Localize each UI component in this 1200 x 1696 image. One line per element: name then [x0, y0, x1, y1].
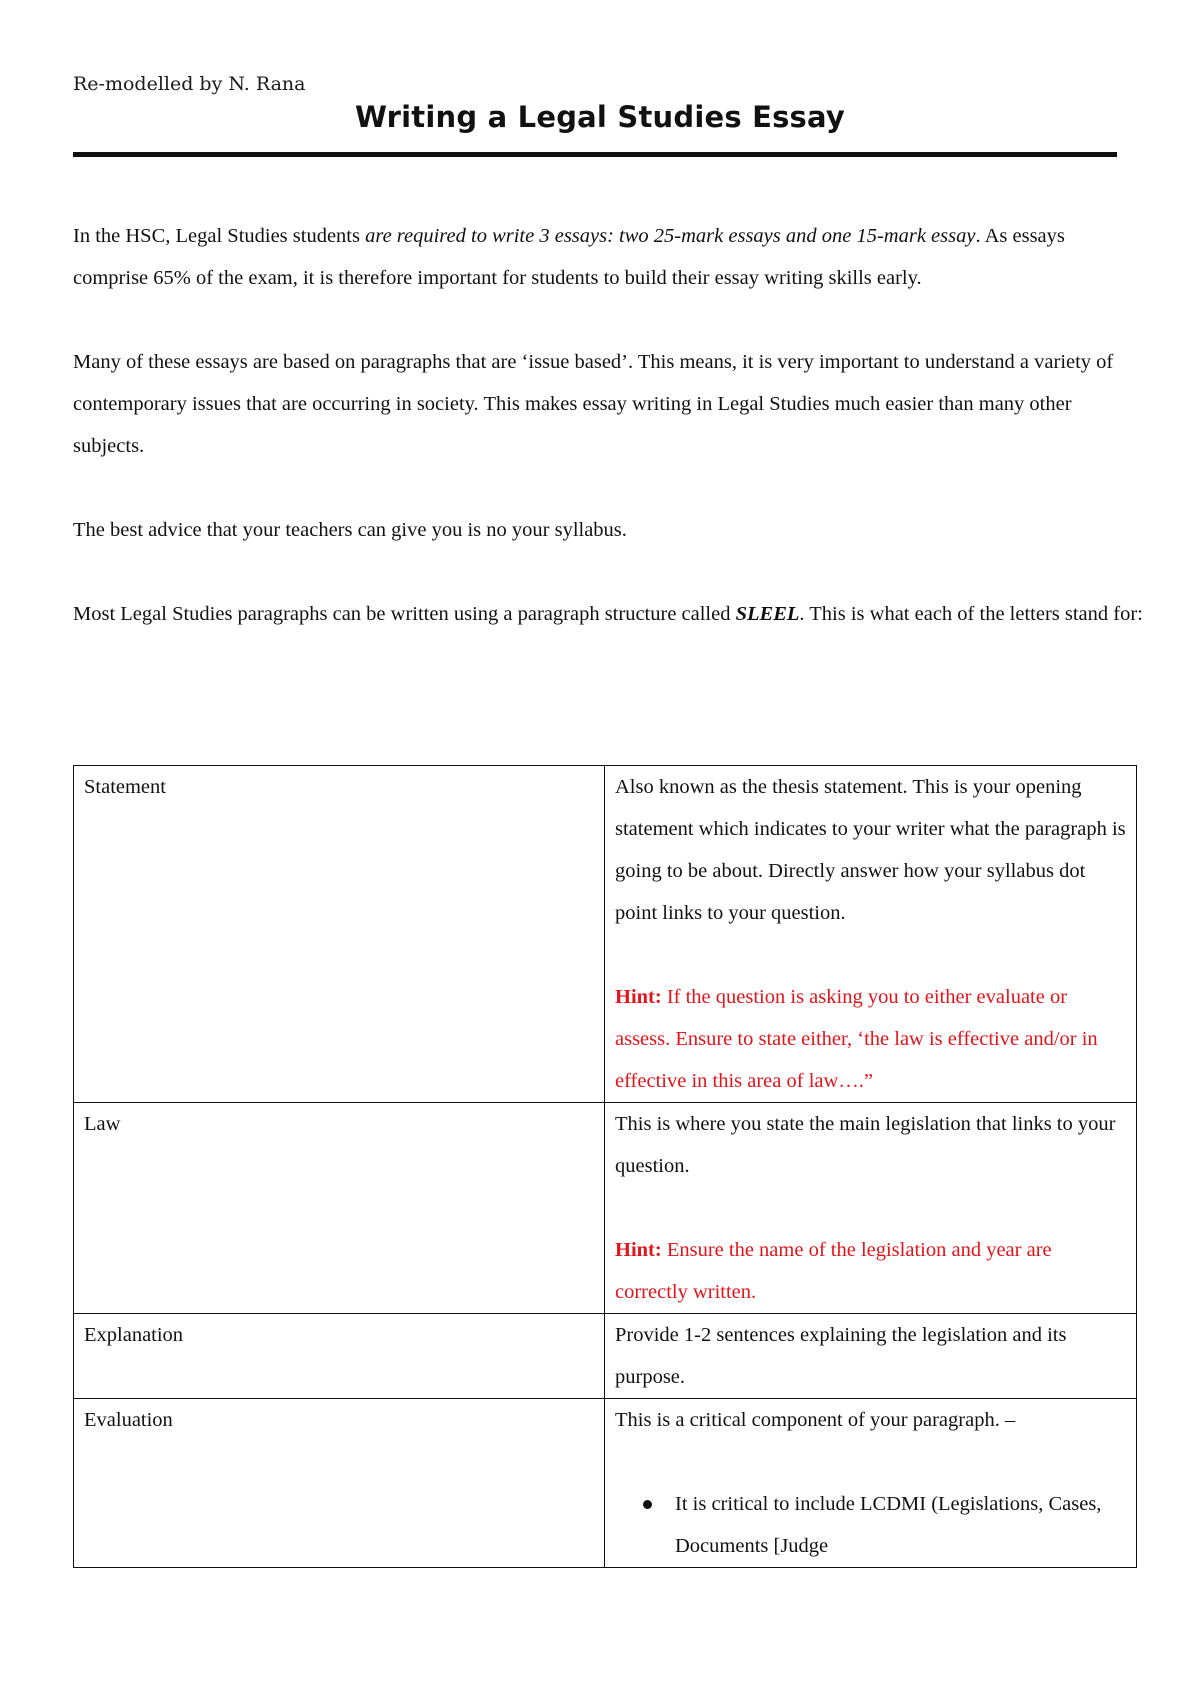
hint-note	[615, 976, 1126, 1102]
intro-paragraph-1	[73, 215, 1143, 299]
list-item	[675, 1483, 1126, 1567]
row-description: Also known as the thesis statement. This is your opening statement which indicates to your writer what the paragraph is going to be about. Directly answer how your syllabus dot point links to your question.	[615, 776, 1126, 924]
hint-label: Hint:	[615, 986, 662, 1008]
table-row-explanation	[74, 1314, 1137, 1399]
sleel-table	[73, 765, 1137, 1568]
row-description: Provide 1-2 sentences explaining the legislation and its purpose.	[615, 1324, 1067, 1388]
intro-p1-emphasis: are required to write 3 essays: two 25-mark essays and one 15-mark essay	[365, 225, 976, 247]
intro-p4-start: Most Legal Studies paragraphs can be written using a paragraph structure called	[73, 603, 736, 625]
intro-section	[73, 215, 1143, 635]
bullet-list	[615, 1483, 1126, 1567]
intro-paragraph-2: Many of these essays are based on paragraphs that are ‘issue based’. This means, it is very important to understand a variety of contemporary issues that are occurring in society. This makes essay writing in Legal Studies much easier than many other subjects.	[73, 351, 1114, 457]
description-cell	[605, 1399, 1137, 1568]
description-cell	[605, 1103, 1137, 1314]
table-row-evaluation	[74, 1399, 1137, 1568]
description-cell	[605, 1314, 1137, 1399]
bullet-text: It is critical to include LCDMI (Legislations, Cases, Documents [Judge	[675, 1493, 1102, 1557]
intro-paragraph-3: The best advice that your teachers can give you is no your syllabus.	[73, 519, 627, 541]
intro-p1-end: . As essays comprise 65% of the exam, it is therefore important for students to build their essay writing skills early.	[73, 225, 1065, 289]
document-title: Writing a Legal Studies Essay	[354, 100, 846, 134]
row-description: This is where you state the main legislation that links to your question.	[615, 1113, 1116, 1177]
table-row-law	[74, 1103, 1137, 1314]
hint-label: Hint:	[615, 1239, 662, 1261]
hint-note	[615, 1229, 1126, 1313]
bullet-icon	[643, 1500, 652, 1509]
row-description: This is a critical component of your paragraph. –	[615, 1409, 1016, 1431]
title-underline-rule	[73, 152, 1117, 157]
term-cell: Explanation	[74, 1314, 605, 1399]
intro-p4-end: . This is what each of the letters stand for:	[799, 603, 1143, 625]
table-row-statement	[74, 766, 1137, 1103]
intro-paragraph-4	[73, 593, 1143, 635]
term-cell: Evaluation	[74, 1399, 605, 1568]
intro-p1-start: In the HSC, Legal Studies students	[73, 225, 366, 247]
hint-text: If the question is asking you to either evaluate or assess. Ensure to state either, ‘the law is effective and/or in effective in this area of law….”	[615, 986, 1098, 1092]
sleel-term: SLEEL	[735, 603, 800, 625]
hint-text: Ensure the name of the legislation and year are correctly written.	[615, 1239, 1052, 1303]
description-cell	[605, 766, 1137, 1103]
term-cell: Law	[74, 1103, 605, 1314]
author-line: Re-modelled by N. Rana	[73, 73, 306, 95]
term-cell: Statement	[74, 766, 605, 1103]
